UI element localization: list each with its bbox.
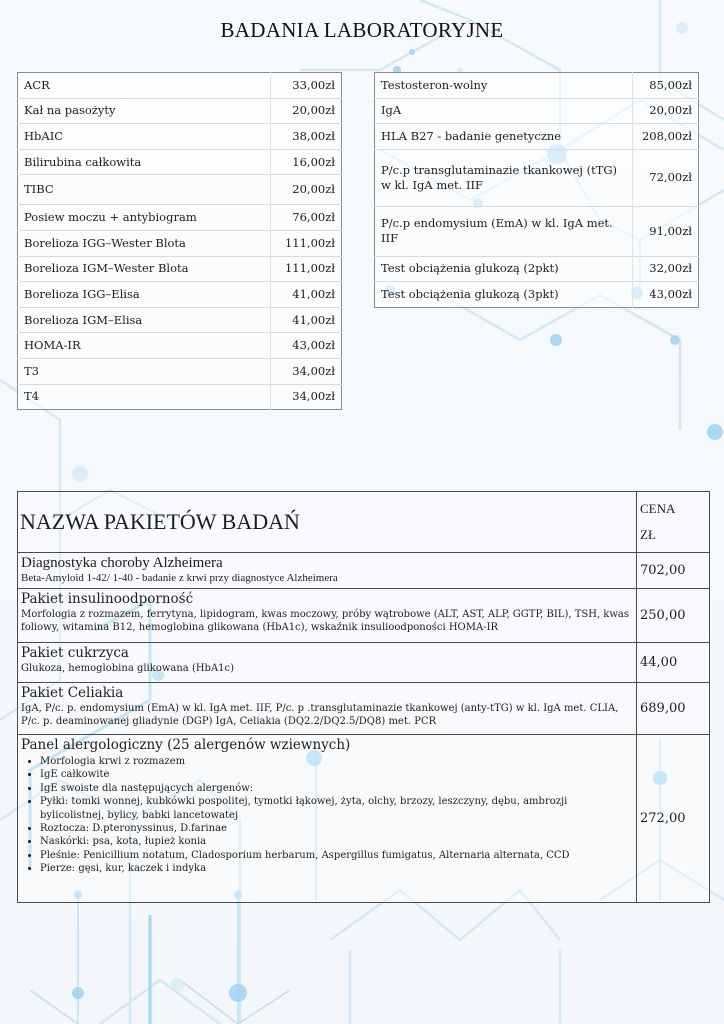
table-row <box>18 175 342 205</box>
packages-header-row <box>18 492 710 553</box>
table-row <box>18 73 342 99</box>
test-price: 33,00zł <box>271 73 342 99</box>
test-name: Borelioza IGG–Elisa <box>18 282 271 308</box>
test-name: Testosteron-wolny <box>381 77 488 92</box>
test-price: 76,00zł <box>271 205 342 231</box>
package-row <box>18 683 710 735</box>
test-name: T3 <box>18 358 271 384</box>
table-row <box>375 73 699 99</box>
package-row <box>18 553 710 589</box>
test-name: Borelioza IGM–Wester Blota <box>18 256 271 282</box>
test-price: 85,00zł <box>633 73 699 99</box>
test-price: 41,00zł <box>271 307 342 333</box>
test-name: TIBC <box>18 175 271 205</box>
test-name: Borelioza IGG–Wester Blota <box>18 230 271 256</box>
package-price: 44,00 <box>637 643 710 683</box>
package-info <box>18 683 637 735</box>
test-name: P/c.p transglutaminazie tkankowej (tTG) w kl. IgA met. IIF <box>375 149 633 206</box>
test-name: Bilirubina całkowita <box>18 149 271 175</box>
test-name: IgA <box>375 98 633 124</box>
list-item: • IgE całkowite <box>40 768 633 781</box>
page-title: BADANIA LABORATORYJNE <box>220 18 504 42</box>
table-row <box>18 205 342 231</box>
list-item: • Naskórki: psa, kota, łupież konia <box>40 835 633 848</box>
test-price: 38,00zł <box>271 124 342 150</box>
test-name: HbAIC <box>18 124 271 150</box>
package-name: Pakiet Celiakia <box>21 685 124 701</box>
test-price: 20,00zł <box>633 98 699 124</box>
table-row <box>375 98 699 124</box>
package-price: 689,00 <box>637 683 710 735</box>
packages-table <box>17 491 710 903</box>
test-name: Test obciążenia glukozą (3pkt) <box>375 282 633 308</box>
package-name: Pakiet insulinoodporność <box>21 591 194 607</box>
package-row <box>18 735 710 903</box>
package-name: Panel alergologiczny (25 alergenów wziewnych) <box>21 737 351 753</box>
table-row <box>375 124 699 150</box>
package-info <box>18 553 637 589</box>
table-row <box>18 149 342 175</box>
package-row <box>18 643 710 683</box>
test-name: HLA B27 - badanie genetyczne <box>375 124 633 150</box>
table-row <box>375 149 699 206</box>
price-table-right <box>374 72 699 308</box>
test-price: 208,00zł <box>633 124 699 150</box>
test-price: 91,00zł <box>633 206 699 256</box>
packages-header-price <box>637 492 710 553</box>
package-price: 250,00 <box>637 589 710 643</box>
package-name: Pakiet cukrzyca <box>21 645 129 661</box>
test-name: T4 <box>18 384 271 410</box>
table-row <box>18 333 342 359</box>
package-row <box>18 589 710 643</box>
table-row <box>375 256 699 282</box>
package-name: Diagnostyka choroby Alzheimera <box>21 555 223 571</box>
test-price: 43,00zł <box>271 333 342 359</box>
test-name: ACR <box>24 77 50 92</box>
test-price: 20,00zł <box>271 175 342 205</box>
test-price: 16,00zł <box>271 149 342 175</box>
list-item: • Pyłki: tomki wonnej, kubkówki pospolitej, tymotki łąkowej, żyta, olchy, brzozy, leszczyny, dębu, ambrozji bylicolistnej, bylicy, babki lancetowatej <box>40 795 633 822</box>
list-item: • Morfologia krwi z rozmazem <box>40 755 633 768</box>
test-name: Kał na pasożyty <box>18 98 271 124</box>
package-info <box>18 735 637 903</box>
test-price: 111,00zł <box>271 230 342 256</box>
table-row <box>18 384 342 410</box>
packages-header-name: NAZWA PAKIETÓW BADAŃ <box>18 492 637 553</box>
table-row <box>18 124 342 150</box>
header-price-line2: ZŁ <box>640 527 656 542</box>
test-price: 20,00zł <box>271 98 342 124</box>
table-row <box>18 256 342 282</box>
package-description: Morfologia z rozmazem, ferrytyna, lipidogram, kwas moczowy, próby wątrobowe (ALT, AST, ALP, GGTP, BIL), TSH, kwas foliowy, witamina B12, hemoglobina glikowana (HbA1c), wskaźnik insulioodponości HOMA-IR <box>21 609 630 633</box>
table-row <box>18 358 342 384</box>
test-name: Posiew moczu + antybiogram <box>18 205 271 231</box>
list-item: • Roztocza: D.pteronyssinus, D.farinae <box>40 822 633 835</box>
header-price-line1: CENA <box>640 501 676 516</box>
price-table-left <box>17 72 342 410</box>
package-description: Glukoza, hemoglobina glikowana (HbA1c) <box>21 663 235 674</box>
test-name: P/c.p endomysium (EmA) w kl. IgA met. IIF <box>375 206 633 256</box>
table-row <box>375 282 699 308</box>
table-row <box>18 307 342 333</box>
allergen-list <box>21 755 633 876</box>
test-price: 111,00zł <box>271 256 342 282</box>
table-row <box>18 230 342 256</box>
test-name: HOMA-IR <box>18 333 271 359</box>
table-row <box>375 206 699 256</box>
package-info <box>18 643 637 683</box>
test-name: Borelioza IGM–Elisa <box>18 307 271 333</box>
test-price: 34,00zł <box>271 384 342 410</box>
test-name: Test obciążenia glukozą (2pkt) <box>375 256 633 282</box>
test-price: 32,00zł <box>633 256 699 282</box>
list-item: • Pleśnie: Penicillium notatum, Cladosporium herbarum, Aspergillus fumigatus, Alternaria alternata, CCD <box>40 849 633 862</box>
package-price: 272,00 <box>637 735 710 903</box>
package-description: IgA, P/c. p. endomysium (EmA) w kl. IgA met. IIF, P/c. p .transglutaminazie tkankowej (anty-tTG) w kl. IgA met. CLIA, P/c. p. deaminowanej gliadynie (DGP) IgA, Celiakia (DQ2.2/DQ2.5/DQ8) met. PCR <box>21 703 619 727</box>
package-info <box>18 589 637 643</box>
table-row <box>18 282 342 308</box>
package-price: 702,00 <box>637 553 710 589</box>
test-price: 41,00zł <box>271 282 342 308</box>
package-description: Beta-Amyloid 1-42/ 1-40 - badanie z krwi przy diagnostyce Alzheimera <box>21 572 338 584</box>
list-item: • IgE swoiste dla następujących alergenów: <box>40 782 633 795</box>
test-price: 34,00zł <box>271 358 342 384</box>
table-row <box>18 98 342 124</box>
test-price: 72,00zł <box>633 149 699 206</box>
test-price: 43,00zł <box>633 282 699 308</box>
list-item: • Pierze: gęsi, kur, kaczek i indyka <box>40 862 633 875</box>
